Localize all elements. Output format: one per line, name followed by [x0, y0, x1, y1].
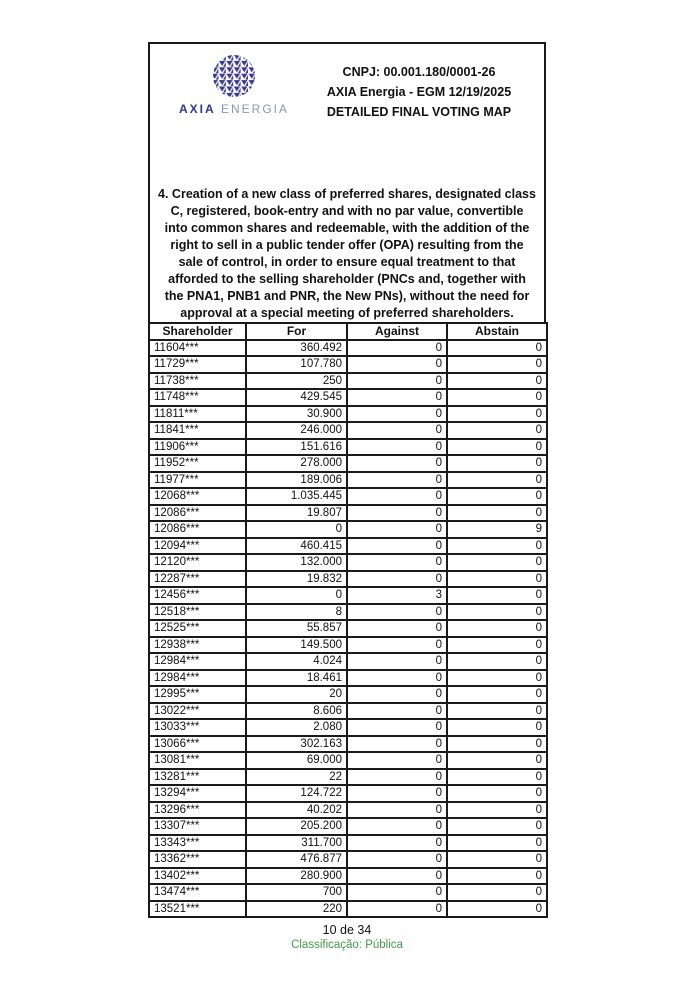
table-row	[149, 653, 547, 670]
against-cell: 0	[347, 422, 447, 439]
against-cell: 0	[347, 620, 447, 637]
meeting-line: AXIA Energia - EGM 12/19/2025	[326, 85, 512, 99]
table-header-row	[149, 323, 547, 340]
against-cell: 0	[347, 653, 447, 670]
against-cell: 0	[347, 835, 447, 852]
table-row	[149, 571, 547, 588]
against-cell: 0	[347, 686, 447, 703]
for-cell: 124.722	[246, 785, 347, 802]
against-cell: 0	[347, 604, 447, 621]
for-cell: 8	[246, 604, 347, 621]
table-row	[149, 769, 547, 786]
abstain-cell: 0	[447, 587, 547, 604]
against-cell: 0	[347, 389, 447, 406]
table-row	[149, 670, 547, 687]
against-cell: 0	[347, 868, 447, 885]
for-cell: 30.900	[246, 406, 347, 423]
abstain-cell: 0	[447, 851, 547, 868]
shareholder-cell: 12995***	[149, 686, 246, 703]
for-cell: 40.202	[246, 802, 347, 819]
document-footer	[148, 923, 546, 951]
document-titles	[304, 62, 534, 122]
shareholder-cell: 12287***	[149, 571, 246, 588]
page-number: 10 de 34	[322, 923, 372, 937]
voting-table-body	[149, 340, 547, 918]
against-cell: 0	[347, 703, 447, 720]
table-row	[149, 389, 547, 406]
against-cell: 0	[347, 340, 447, 357]
cnpj-line: CNPJ: 00.001.180/0001-26	[342, 65, 496, 79]
against-cell: 0	[347, 769, 447, 786]
table-row	[149, 521, 547, 538]
table-row	[149, 802, 547, 819]
abstain-cell: 0	[447, 455, 547, 472]
abstain-cell: 0	[447, 868, 547, 885]
abstain-cell: 0	[447, 422, 547, 439]
shareholder-cell: 11738***	[149, 373, 246, 390]
document-header	[150, 44, 544, 122]
against-cell: 0	[347, 818, 447, 835]
abstain-cell: 9	[447, 521, 547, 538]
table-row	[149, 901, 547, 918]
against-cell: 0	[347, 488, 447, 505]
table-row	[149, 422, 547, 439]
table-row	[149, 356, 547, 373]
shareholder-cell: 11748***	[149, 389, 246, 406]
table-row	[149, 719, 547, 736]
for-cell: 2.080	[246, 719, 347, 736]
against-cell: 0	[347, 571, 447, 588]
doc-title-line: DETAILED FINAL VOTING MAP	[326, 105, 512, 119]
for-cell: 107.780	[246, 356, 347, 373]
shareholder-cell: 12086***	[149, 505, 246, 522]
abstain-cell: 0	[447, 488, 547, 505]
for-cell: 429.545	[246, 389, 347, 406]
against-cell: 0	[347, 554, 447, 571]
for-cell: 8.606	[246, 703, 347, 720]
shareholder-cell: 12068***	[149, 488, 246, 505]
against-cell: 0	[347, 505, 447, 522]
abstain-cell: 0	[447, 571, 547, 588]
against-cell: 0	[347, 373, 447, 390]
shareholder-cell: 13362***	[149, 851, 246, 868]
table-row	[149, 406, 547, 423]
abstain-cell: 0	[447, 769, 547, 786]
abstain-cell: 0	[447, 389, 547, 406]
abstain-cell: 0	[447, 373, 547, 390]
abstain-cell: 0	[447, 802, 547, 819]
table-row	[149, 703, 547, 720]
table-row	[149, 488, 547, 505]
for-cell: 205.200	[246, 818, 347, 835]
shareholder-cell: 12086***	[149, 521, 246, 538]
against-cell: 0	[347, 472, 447, 489]
for-cell: 189.006	[246, 472, 347, 489]
for-cell: 246.000	[246, 422, 347, 439]
against-cell: 0	[347, 901, 447, 918]
table-row	[149, 752, 547, 769]
table-row	[149, 505, 547, 522]
column-header-abstain: Abstain	[447, 323, 547, 340]
shareholder-cell: 12120***	[149, 554, 246, 571]
abstain-cell: 0	[447, 835, 547, 852]
shareholder-cell: 13296***	[149, 802, 246, 819]
for-cell: 22	[246, 769, 347, 786]
table-row	[149, 373, 547, 390]
for-cell: 20	[246, 686, 347, 703]
table-row	[149, 637, 547, 654]
shareholder-cell: 13521***	[149, 901, 246, 918]
abstain-cell: 0	[447, 604, 547, 621]
shareholder-cell: 11604***	[149, 340, 246, 357]
for-cell: 4.024	[246, 653, 347, 670]
shareholder-cell: 13307***	[149, 818, 246, 835]
shareholder-cell: 13033***	[149, 719, 246, 736]
for-cell: 278.000	[246, 455, 347, 472]
voting-table	[148, 322, 548, 918]
table-row	[149, 472, 547, 489]
abstain-cell: 0	[447, 472, 547, 489]
table-row	[149, 686, 547, 703]
abstain-cell: 0	[447, 554, 547, 571]
shareholder-cell: 12456***	[149, 587, 246, 604]
abstain-cell: 0	[447, 670, 547, 687]
column-header-shareholder: Shareholder	[149, 323, 246, 340]
table-row	[149, 538, 547, 555]
abstain-cell: 0	[447, 703, 547, 720]
table-row	[149, 455, 547, 472]
for-cell: 18.461	[246, 670, 347, 687]
for-cell: 19.807	[246, 505, 347, 522]
for-cell: 250	[246, 373, 347, 390]
faceted-sphere-logo-icon	[211, 54, 257, 100]
abstain-cell: 0	[447, 538, 547, 555]
shareholder-cell: 12518***	[149, 604, 246, 621]
shareholder-cell: 13474***	[149, 884, 246, 901]
shareholder-cell: 13281***	[149, 769, 246, 786]
abstain-cell: 0	[447, 736, 547, 753]
classification-label: Classificação: Pública	[291, 939, 403, 951]
shareholder-cell: 11977***	[149, 472, 246, 489]
shareholder-cell: 11811***	[149, 406, 246, 423]
against-cell: 0	[347, 670, 447, 687]
column-header-against: Against	[347, 323, 447, 340]
table-row	[149, 439, 547, 456]
abstain-cell: 0	[447, 818, 547, 835]
against-cell: 0	[347, 406, 447, 423]
table-row	[149, 736, 547, 753]
against-cell: 0	[347, 736, 447, 753]
for-cell: 69.000	[246, 752, 347, 769]
table-row	[149, 620, 547, 637]
shareholder-cell: 11952***	[149, 455, 246, 472]
for-cell: 151.616	[246, 439, 347, 456]
for-cell: 700	[246, 884, 347, 901]
shareholder-cell: 11729***	[149, 356, 246, 373]
table-row	[149, 884, 547, 901]
for-cell: 55.857	[246, 620, 347, 637]
table-row	[149, 554, 547, 571]
abstain-cell: 0	[447, 785, 547, 802]
abstain-cell: 0	[447, 340, 547, 357]
for-cell: 476.877	[246, 851, 347, 868]
against-cell: 0	[347, 785, 447, 802]
shareholder-cell: 13022***	[149, 703, 246, 720]
brand-secondary-text: ENERGIA	[221, 102, 290, 116]
table-row	[149, 818, 547, 835]
abstain-cell: 0	[447, 356, 547, 373]
agenda-item-text: 4. Creation of a new class of preferred shares, designated class C, registered, book-entry and with no par value, convertible into common shares and redeemable, with the addition of the right to sell in a public tender offer (OPA) resulting from the sale of control, in order to ensure equal treatment to that afforded to the selling shareholder (PNCs and, together with the PNA1, PNB1 and PNR, the New PNs), without the need for approval at a special meeting of preferred shareholders.	[158, 187, 536, 320]
against-cell: 0	[347, 439, 447, 456]
shareholder-cell: 12984***	[149, 653, 246, 670]
abstain-cell: 0	[447, 505, 547, 522]
abstain-cell: 0	[447, 901, 547, 918]
against-cell: 0	[347, 637, 447, 654]
abstain-cell: 0	[447, 884, 547, 901]
against-cell: 0	[347, 752, 447, 769]
for-cell: 460.415	[246, 538, 347, 555]
shareholder-cell: 13402***	[149, 868, 246, 885]
brand-wordmark	[179, 102, 289, 116]
table-row	[149, 587, 547, 604]
against-cell: 0	[347, 802, 447, 819]
brand-primary-text: AXIA	[178, 102, 216, 116]
for-cell: 149.500	[246, 637, 347, 654]
against-cell: 0	[347, 884, 447, 901]
for-cell: 0	[246, 587, 347, 604]
voting-map-document	[148, 42, 546, 951]
shareholder-cell: 12938***	[149, 637, 246, 654]
company-logo	[164, 54, 304, 116]
table-row	[149, 340, 547, 357]
abstain-cell: 0	[447, 752, 547, 769]
abstain-cell: 0	[447, 637, 547, 654]
shareholder-cell: 13294***	[149, 785, 246, 802]
for-cell: 0	[246, 521, 347, 538]
for-cell: 220	[246, 901, 347, 918]
table-row	[149, 785, 547, 802]
shareholder-cell: 11841***	[149, 422, 246, 439]
abstain-cell: 0	[447, 620, 547, 637]
against-cell: 0	[347, 719, 447, 736]
shareholder-cell: 12984***	[149, 670, 246, 687]
shareholder-cell: 13343***	[149, 835, 246, 852]
document-header-box	[148, 42, 546, 322]
table-row	[149, 851, 547, 868]
shareholder-cell: 12525***	[149, 620, 246, 637]
for-cell: 302.163	[246, 736, 347, 753]
abstain-cell: 0	[447, 653, 547, 670]
against-cell: 0	[347, 851, 447, 868]
table-row	[149, 835, 547, 852]
shareholder-cell: 12094***	[149, 538, 246, 555]
table-row	[149, 868, 547, 885]
abstain-cell: 0	[447, 719, 547, 736]
against-cell: 3	[347, 587, 447, 604]
table-row	[149, 604, 547, 621]
for-cell: 132.000	[246, 554, 347, 571]
shareholder-cell: 13066***	[149, 736, 246, 753]
shareholder-cell: 11906***	[149, 439, 246, 456]
abstain-cell: 0	[447, 439, 547, 456]
for-cell: 360.492	[246, 340, 347, 357]
against-cell: 0	[347, 521, 447, 538]
shareholder-cell: 13081***	[149, 752, 246, 769]
for-cell: 280.900	[246, 868, 347, 885]
for-cell: 19.832	[246, 571, 347, 588]
abstain-cell: 0	[447, 406, 547, 423]
for-cell: 1.035.445	[246, 488, 347, 505]
against-cell: 0	[347, 538, 447, 555]
column-header-for: For	[246, 323, 347, 340]
against-cell: 0	[347, 356, 447, 373]
against-cell: 0	[347, 455, 447, 472]
abstain-cell: 0	[447, 686, 547, 703]
for-cell: 311.700	[246, 835, 347, 852]
